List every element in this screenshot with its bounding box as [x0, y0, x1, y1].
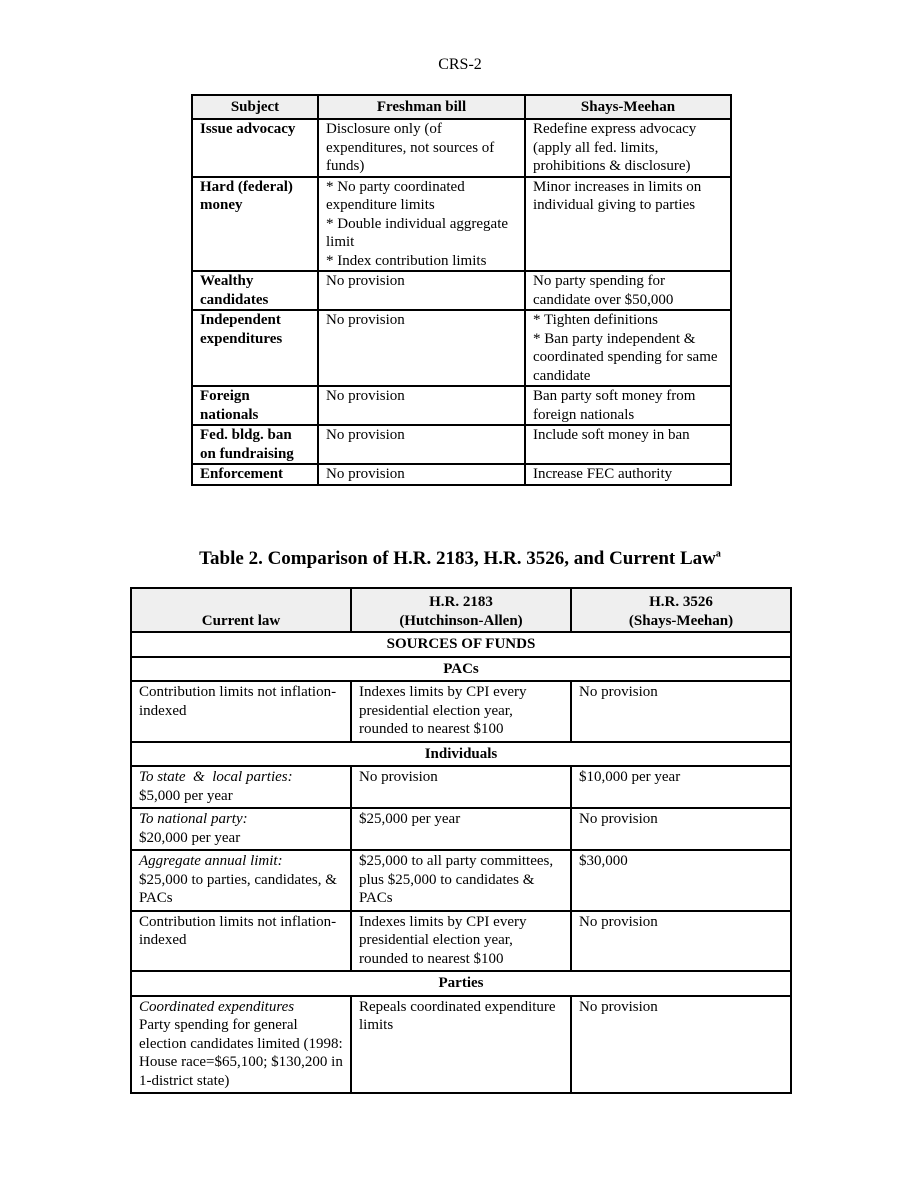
current-law-value: $25,000 to parties, candidates, & PACs — [139, 871, 337, 906]
bullet-line: * Double individual aggregate limit — [326, 215, 509, 250]
shays-meehan-cell: Minor increases in limits on individual giving to parties — [525, 177, 731, 272]
page-header: CRS-2 — [438, 56, 482, 73]
table-row — [192, 425, 731, 464]
column-header-freshman: Freshman bill — [318, 95, 525, 119]
header-line: (Shays-Meehan) — [628, 612, 734, 629]
table-row — [192, 310, 731, 386]
column-header-shays-meehan: Shays-Meehan — [525, 95, 731, 119]
shays-meehan-cell — [525, 310, 731, 386]
bullet-line: * No party coordinated expenditure limits — [326, 178, 465, 213]
bullet-line: * Ban party independent & coordinated spending for same candidate — [533, 330, 718, 384]
current-law-label: To national party: — [139, 811, 248, 827]
section-row — [131, 657, 791, 682]
comparison-table-1 — [191, 94, 732, 486]
current-law-value: $5,000 per year — [139, 787, 233, 804]
table-row — [131, 808, 791, 850]
freshman-cell: No provision — [318, 464, 525, 485]
current-law-cell — [131, 808, 351, 850]
row-subject: Wealthy candidates — [192, 271, 318, 310]
freshman-cell: No provision — [318, 386, 525, 425]
current-law-cell — [131, 766, 351, 808]
section-sources-of-funds: SOURCES OF FUNDS — [131, 632, 791, 657]
table-row — [131, 996, 791, 1094]
current-law-label: To state & local parties: — [139, 769, 293, 785]
freshman-cell — [318, 177, 525, 272]
hr2183-cell: Indexes limits by CPI every presidential election year, rounded to nearest $100 — [351, 911, 571, 972]
current-law-value: $20,000 per year — [139, 829, 241, 846]
hr2183-cell: $25,000 to all party committees, plus $25,000 to candidates & PACs — [351, 850, 571, 911]
table-row — [192, 464, 731, 485]
column-header-subject: Subject — [192, 95, 318, 119]
table-2-caption — [0, 548, 920, 570]
comparison-table-2 — [130, 587, 792, 1094]
header-line: (Hutchinson-Allen) — [399, 612, 523, 629]
row-subject: Fed. bldg. ban on fundraising — [192, 425, 318, 464]
current-law-value: Party spending for general election candidates limited (1998: House race=$65,100; $130,200 in 1-district state) — [139, 1017, 343, 1089]
current-law-label: Coordinated expenditures — [139, 998, 295, 1015]
hr2183-cell: $25,000 per year — [351, 808, 571, 850]
table-row — [192, 177, 731, 272]
column-header-hr3526 — [571, 588, 791, 632]
current-law-cell: Contribution limits not inflation-indexed — [131, 681, 351, 742]
section-row — [131, 632, 791, 657]
hr3526-cell: No provision — [571, 911, 791, 972]
hr2183-cell: No provision — [351, 766, 571, 808]
column-header-hr2183 — [351, 588, 571, 632]
row-subject: Foreign nationals — [192, 386, 318, 425]
hr3526-cell: $30,000 — [571, 850, 791, 911]
hr3526-cell: No provision — [571, 808, 791, 850]
freshman-cell: Disclosure only (of expenditures, not sources of funds) — [318, 119, 525, 177]
shays-meehan-cell: Ban party soft money from foreign nationals — [525, 386, 731, 425]
row-subject: Issue advocacy — [192, 119, 318, 177]
bullet-line: * Index contribution limits — [326, 252, 487, 269]
freshman-cell: No provision — [318, 310, 525, 386]
section-parties: Parties — [131, 971, 791, 996]
section-row — [131, 742, 791, 767]
table-row — [131, 850, 791, 911]
hr2183-cell: Repeals coordinated expenditure limits — [351, 996, 571, 1094]
table-header-row — [131, 588, 791, 632]
table-row — [192, 386, 731, 425]
hr3526-cell: No provision — [571, 996, 791, 1094]
hr3526-cell: $10,000 per year — [571, 766, 791, 808]
section-pacs: PACs — [131, 657, 791, 682]
current-law-label: Aggregate annual limit: — [139, 853, 283, 869]
caption-text: Table 2. Comparison of H.R. 2183, H.R. 3526, and Current Law — [199, 548, 716, 569]
caption-footnote-mark: a — [715, 548, 721, 560]
current-law-cell — [131, 850, 351, 911]
table-header-row — [192, 95, 731, 119]
header-line: H.R. 2183 — [429, 594, 493, 610]
table-row — [131, 766, 791, 808]
row-subject: Enforcement — [192, 464, 318, 485]
column-header-current-law: Current law — [131, 588, 351, 632]
table-row — [192, 271, 731, 310]
freshman-cell: No provision — [318, 425, 525, 464]
table-row — [192, 119, 731, 177]
bullet-line: * Tighten definitions — [533, 312, 659, 328]
header-line: H.R. 3526 — [649, 594, 713, 610]
freshman-cell: No provision — [318, 271, 525, 310]
current-law-cell — [131, 996, 351, 1094]
section-individuals: Individuals — [131, 742, 791, 767]
row-subject: Hard (federal) money — [192, 177, 318, 272]
hr3526-cell: No provision — [571, 681, 791, 742]
section-row — [131, 971, 791, 996]
table-row — [131, 911, 791, 972]
shays-meehan-cell: Include soft money in ban — [525, 425, 731, 464]
table-row — [131, 681, 791, 742]
row-subject: Independent expenditures — [192, 310, 318, 386]
hr2183-cell: Indexes limits by CPI every presidential election year, rounded to nearest $100 — [351, 681, 571, 742]
shays-meehan-cell: Increase FEC authority — [525, 464, 731, 485]
shays-meehan-cell: No party spending for candidate over $50,000 — [525, 271, 731, 310]
current-law-cell: Contribution limits not inflation-indexed — [131, 911, 351, 972]
shays-meehan-cell: Redefine express advocacy (apply all fed. limits, prohibitions & disclosure) — [525, 119, 731, 177]
